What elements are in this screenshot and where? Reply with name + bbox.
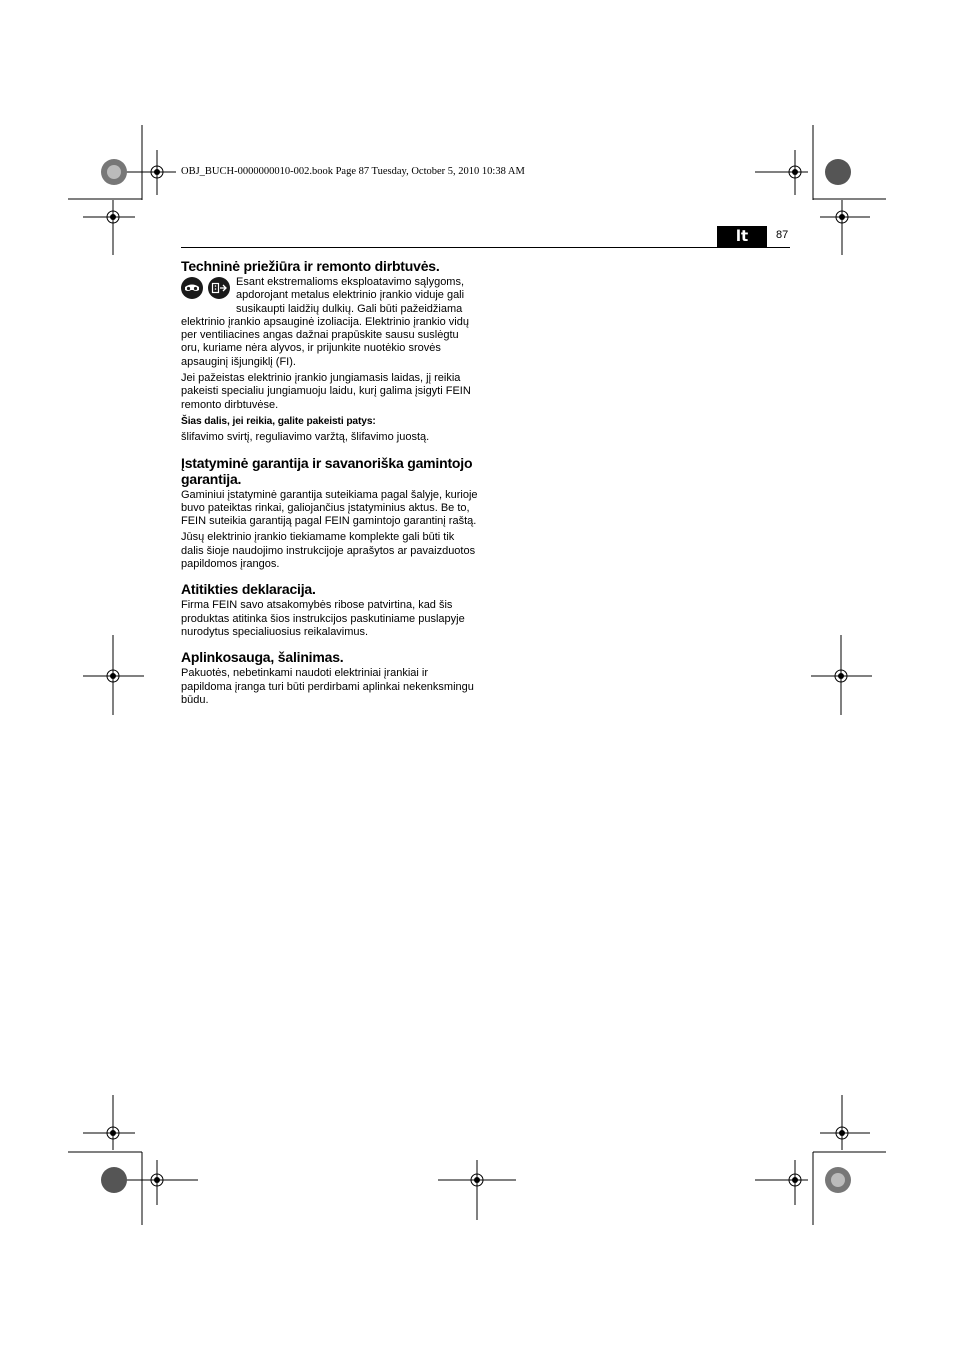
conformity-paragraph: Firma FEIN savo atsakomybės ribose patvirtina, kad šis produktas atitinka šios instrukcijos paskutiniame puslapyje nurodytus specialiuosius reikalavimus.: [181, 599, 465, 638]
goggles-icon: [181, 277, 203, 299]
crop-mark-bottom-center: [430, 1150, 525, 1230]
section-maintenance: [181, 258, 479, 445]
maintenance-paragraph-2: Jei pažeistas elektrinio įrankio jungiamasis laidas, jį reikia pakeisti specialiu jungiamuoju laidu, kurį galima įsigyti FEIN remonto dirbtuvėse.: [181, 372, 471, 411]
main-content: [181, 258, 479, 717]
section-conformity: [181, 581, 479, 639]
crop-mark-top-left: [60, 120, 210, 260]
crop-mark-middle-right: [808, 630, 878, 720]
section-title: Įstatyminė garantija ir savanoriška gamintojo garantija.: [181, 454, 473, 487]
replaceable-parts-list: šlifavimo svirtį, reguliavimo varžtą, šlifavimo juostą.: [181, 431, 430, 444]
section-title: Atitikties deklaracija.: [181, 581, 316, 598]
crop-mark-bottom-right: [750, 1090, 900, 1230]
print-info-line: OBJ_BUCH-0000000010-002.book Page 87 Tuesday, October 5, 2010 10:38 AM: [181, 166, 525, 177]
page-number: 87: [776, 229, 789, 241]
crop-mark-bottom-left: [60, 1090, 210, 1230]
warranty-paragraph-2: Jūsų elektrinio įrankio tiekiamame komplekte gali būti tik dalis šioje naudojimo instrukcijoje aprašytos ar pavaizduotos papildomos įrangos.: [181, 531, 476, 571]
header-rule: [181, 247, 790, 248]
section-environment: [181, 649, 479, 707]
safety-icons: [181, 277, 236, 303]
replaceable-parts-label: Šias dalis, jei reikia, galite pakeisti patys:: [181, 415, 376, 427]
maintenance-paragraph-1: Esant ekstremalioms eksploatavimo sąlygoms, apdorojant metalus elektrinio įrankio viduje gali susikaupti laidžių dulkių. Gali būti pažeidžiama elektrinio įrankio apsauginė izoliacija. Elektrinio įrankio vidų per ventiliacines angas dažnai prapūskite sausu suslėgtu oru, kuriame nėra alyvos, ir prijunkite nuotėkio srovės apsauginį išjungiklį (FI).: [181, 276, 469, 368]
crop-mark-middle-left: [80, 630, 150, 720]
environment-paragraph: Pakuotės, nebetinkami naudoti elektriniai įrankiai ir papildoma įranga turi būti perdirbami aplinkai nekenksmingu būdu.: [181, 667, 474, 706]
section-title: Techninė priežiūra ir remonto dirbtuvės.: [181, 258, 440, 274]
warranty-paragraph-1: Gaminiui įstatyminė garantija suteikiama pagal šalyje, kurioje buvo pateiktas rinkai, galiojančius įstatyminius aktus. Be to, FEIN suteikia garantiją pagal FEIN gamintojo garantinį raštą.: [181, 488, 478, 528]
dust-extraction-icon: [208, 277, 230, 299]
section-title: Aplinkosauga, šalinimas.: [181, 649, 344, 666]
crop-mark-top-right: [750, 120, 900, 260]
language-badge: lt: [717, 226, 767, 247]
section-warranty: [181, 455, 479, 572]
